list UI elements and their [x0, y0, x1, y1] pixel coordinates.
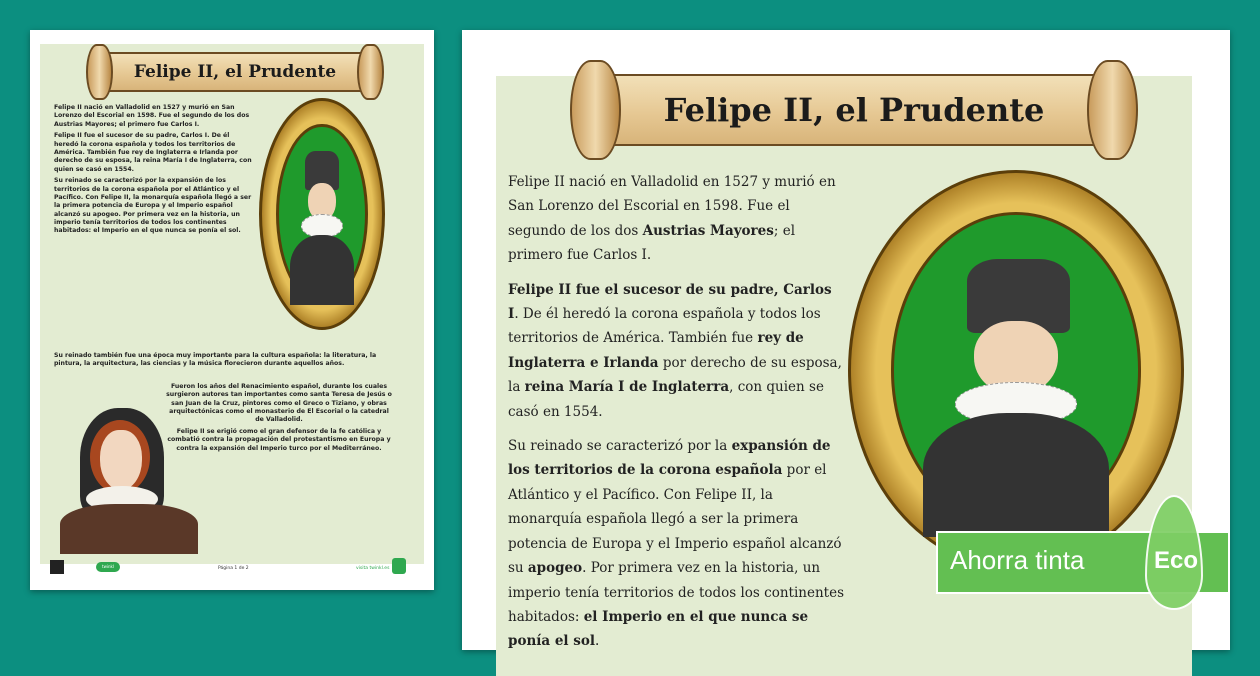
main-title-scroll — [570, 60, 1138, 160]
thumbnail-title-scroll — [86, 44, 384, 100]
twinkl-badge-icon — [392, 558, 406, 574]
eco-label: Eco — [1154, 547, 1199, 574]
page-title: Felipe II, el Prudente — [663, 91, 1045, 129]
portrait-maria-i — [54, 404, 204, 554]
thumbnail-portrait-felipe — [259, 98, 385, 330]
twinkl-logo: twinkl — [96, 562, 120, 572]
thumbnail-title: Felipe II, el Prudente — [133, 62, 337, 82]
site-link[interactable]: visita twinkl.es — [356, 566, 390, 571]
main-portrait-felipe — [848, 170, 1184, 570]
page-number: Página 1 de 2 — [218, 566, 249, 571]
thumbnail-text-right: Fueron los años del Renacimiento español, durante los cuales surgieron autores tan importantes como santa Teresa de Jesús o san Juan de la Cruz, pintores como el Greco o Tiziano, y obras arquitectónicas como el monasterio de El Escorial o la catedral de Valladolid. Felipe II se erigió como el gran defensor de la fe católica y combatió contra la propagación del protestantismo en Europa y contra la expansión del Imperio turco por el Mediterráneo. — [166, 383, 392, 452]
thumbnail-footer — [40, 562, 424, 582]
main-text — [508, 170, 844, 664]
paragraph-2: Felipe II fue el sucesor de su padre, Carlos I. De él heredó la corona española y todos los territorios de América. También fue rey de Inglaterra e Irlanda por derecho de su esposa, la reina María I de Inglaterra, con quien se casó en 1554. — [508, 281, 842, 420]
ink-saver-label: Ahorra tinta — [950, 545, 1085, 575]
qr-code-icon — [50, 560, 64, 574]
ink-saver-badge[interactable] — [936, 531, 1230, 594]
paragraph-1: Felipe II nació en Valladolid en 1527 y murió en San Lorenzo del Escorial en 1598. Fue el segundo de los dos Austrias Mayores; el primero fue Carlos I. — [508, 174, 836, 264]
thumbnail-text-mid: Su reinado también fue una época muy importante para la cultura española: la literatura, la pintura, la arquitectura, las ciencias y la música florecieron durante aquellos años. — [54, 352, 377, 368]
thumbnail-text-top: Felipe II nació en Valladolid en 1527 y murió en San Lorenzo del Escorial en 1598. Fue el segundo de los dos Austrias Mayores; el primero fue Carlos I. Felipe II fue el sucesor de su padre, Carlos I. De él heredó la corona española y todos los territorios de América. También fue rey de Inglaterra e Irlanda por derecho de su esposa, la reina María I de Inglaterra, con quien se casó en 1554. Su reinado se caracterizó por la expansión de los territorios de la corona española por el Atlántico y el Pacífico. Con Felipe II, la monarquía española llegó a ser la primera potencia de Europa y el Imperio español alcanzó su apogeo. Por primera vez en la historia, un imperio tenía territorios de todos los continentes habitados: el Imperio en el que nunca se ponía el sol. — [54, 104, 252, 235]
paragraph-3: Su reinado se caracterizó por la expansión de los territorios de la corona española por el Atlántico y el Pacífico. Con Felipe II, la monarquía española llegó a ser la primera potencia de Europa y el Imperio español alcanzó su apogeo. Por primera vez en la historia, un imperio tenía territorios de todos los continentes habitados: el Imperio en el que nunca se ponía el sol. — [508, 438, 844, 650]
